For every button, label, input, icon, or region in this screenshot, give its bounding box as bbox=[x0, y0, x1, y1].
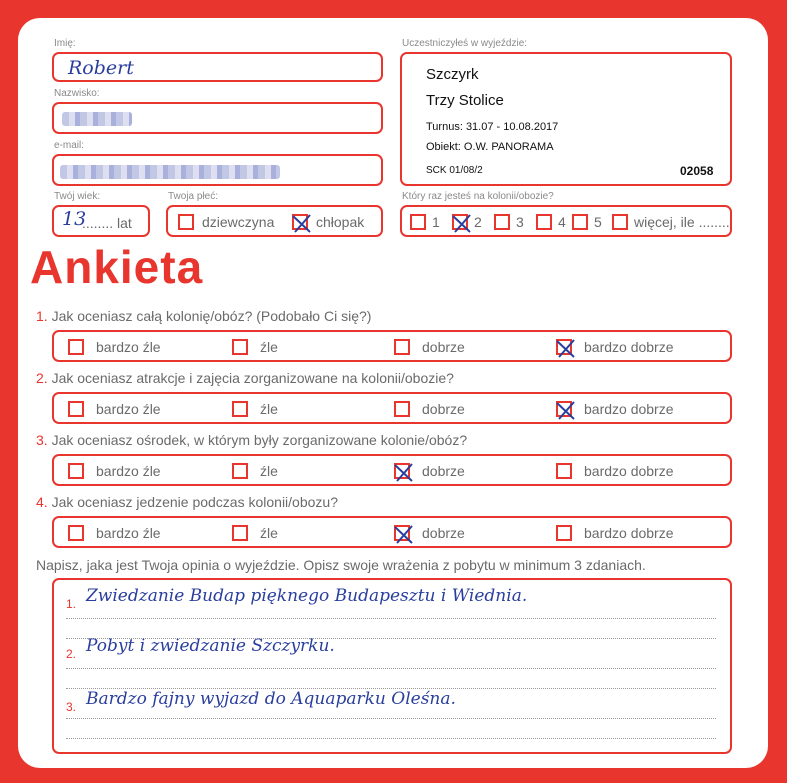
question-text bbox=[36, 494, 338, 510]
rating-option-label: bardzo dobrze bbox=[584, 339, 674, 355]
email-label: e-mail: bbox=[54, 140, 85, 151]
rating-option-label: dobrze bbox=[422, 463, 465, 479]
question-label: Jak oceniasz całą kolonię/obóz? (Podobało Ci się?) bbox=[47, 308, 372, 324]
trip-label: Uczestniczyłeś w wyjeździe: bbox=[402, 38, 528, 49]
times-checkbox-more[interactable] bbox=[612, 214, 628, 230]
trip-info-box bbox=[400, 52, 732, 186]
rating-option-label: bardzo dobrze bbox=[584, 401, 674, 417]
times-checkbox-2[interactable] bbox=[452, 214, 468, 230]
gender-checkbox-female[interactable] bbox=[178, 214, 194, 230]
times-option-1: 1 bbox=[432, 214, 440, 230]
last-name-label: Nazwisko: bbox=[54, 88, 100, 99]
age-field[interactable] bbox=[52, 205, 150, 237]
ruled-line bbox=[66, 618, 716, 619]
gender-label: Twoja płeć: bbox=[168, 191, 219, 202]
question-text bbox=[36, 370, 454, 386]
opinion-prompt: Napisz, jaka jest Twoja opinia o wyjeździe. Opisz swoje wrażenia z pobytu w minimum 3 zdaniach. bbox=[36, 557, 646, 573]
rating-row bbox=[52, 330, 732, 362]
rating-checkbox[interactable] bbox=[556, 525, 572, 541]
times-option-3: 3 bbox=[516, 214, 524, 230]
times-checkbox-3[interactable] bbox=[494, 214, 510, 230]
times-option-2: 2 bbox=[474, 214, 482, 230]
rating-checkbox[interactable] bbox=[232, 339, 248, 355]
rating-checkbox[interactable] bbox=[68, 401, 84, 417]
question-number: 4. bbox=[36, 494, 48, 510]
times-checkbox-1[interactable] bbox=[410, 214, 426, 230]
trip-number: 02058 bbox=[680, 164, 714, 178]
rating-option-label: bardzo źle bbox=[96, 463, 161, 479]
rating-checkbox[interactable] bbox=[556, 401, 572, 417]
trip-code: SCK 01/08/2 bbox=[426, 165, 483, 176]
question-text bbox=[36, 432, 467, 448]
redacted-last-name bbox=[62, 112, 132, 126]
opinion-line-number: 1. bbox=[66, 597, 77, 611]
rating-option-label: źle bbox=[260, 401, 278, 417]
rating-checkbox[interactable] bbox=[556, 463, 572, 479]
age-unit: ........ lat bbox=[82, 215, 132, 231]
rating-row bbox=[52, 454, 732, 486]
rating-checkbox[interactable] bbox=[68, 339, 84, 355]
rating-checkbox[interactable] bbox=[394, 339, 410, 355]
rating-checkbox[interactable] bbox=[394, 525, 410, 541]
trip-turnus: Turnus: 31.07 - 10.08.2017 bbox=[426, 121, 559, 133]
rating-checkbox[interactable] bbox=[394, 463, 410, 479]
rating-option-label: bardzo dobrze bbox=[584, 525, 674, 541]
rating-option-label: bardzo dobrze bbox=[584, 463, 674, 479]
gender-checkbox-male[interactable] bbox=[292, 214, 308, 230]
checkmark-x-icon bbox=[555, 338, 577, 360]
question-number: 3. bbox=[36, 432, 48, 448]
times-option-4: 4 bbox=[558, 214, 566, 230]
rating-checkbox[interactable] bbox=[68, 525, 84, 541]
question-label: Jak oceniasz atrakcje i zajęcia zorganizowane na kolonii/obozie? bbox=[47, 370, 454, 386]
gender-option-female: dziewczyna bbox=[202, 214, 275, 230]
opinion-line-text: Pobyt i zwiedzanie Szczyrku. bbox=[86, 636, 335, 656]
trip-place: Szczyrk bbox=[426, 66, 479, 83]
ruled-line bbox=[66, 738, 716, 739]
survey-title: Ankieta bbox=[30, 241, 204, 293]
age-value: 13 bbox=[62, 208, 87, 230]
times-field bbox=[400, 205, 732, 237]
first-name-value: Robert bbox=[68, 57, 134, 79]
rating-option-label: bardzo źle bbox=[96, 525, 161, 541]
rating-option-label: dobrze bbox=[422, 525, 465, 541]
opinion-line-number: 3. bbox=[66, 700, 77, 714]
opinion-line-text: Bardzo fajny wyjazd do Aquaparku Oleśna. bbox=[86, 689, 456, 709]
rating-option-label: źle bbox=[260, 463, 278, 479]
opinion-line-number: 2. bbox=[66, 647, 77, 661]
ruled-line bbox=[66, 668, 716, 669]
question-label: Jak oceniasz ośrodek, w którym były zorganizowane kolonie/obóz? bbox=[47, 432, 468, 448]
question-number: 2. bbox=[36, 370, 48, 386]
email-field[interactable] bbox=[52, 154, 383, 186]
rating-option-label: źle bbox=[260, 339, 278, 355]
redacted-email bbox=[60, 165, 280, 179]
rating-checkbox[interactable] bbox=[394, 401, 410, 417]
opinion-line-text: Zwiedzanie Budap pięknego Budapesztu i Wiednia. bbox=[86, 586, 528, 606]
rating-checkbox[interactable] bbox=[556, 339, 572, 355]
gender-option-male: chłopak bbox=[316, 214, 365, 230]
checkmark-x-icon bbox=[555, 400, 577, 422]
times-label: Który raz jesteś na kolonii/obozie? bbox=[402, 191, 554, 202]
times-checkbox-5[interactable] bbox=[572, 214, 588, 230]
first-name-field[interactable] bbox=[52, 52, 383, 82]
rating-checkbox[interactable] bbox=[232, 401, 248, 417]
age-label: Twój wiek: bbox=[54, 191, 101, 202]
rating-checkbox[interactable] bbox=[68, 463, 84, 479]
rating-option-label: źle bbox=[260, 525, 278, 541]
rating-row bbox=[52, 516, 732, 548]
rating-option-label: bardzo źle bbox=[96, 339, 161, 355]
trip-name: Trzy Stolice bbox=[426, 92, 504, 109]
rating-checkbox[interactable] bbox=[232, 525, 248, 541]
rating-option-label: bardzo źle bbox=[96, 401, 161, 417]
rating-option-label: dobrze bbox=[422, 339, 465, 355]
gender-field bbox=[166, 205, 383, 237]
checkmark-x-icon bbox=[291, 213, 313, 235]
checkmark-x-icon bbox=[393, 462, 415, 484]
times-checkbox-4[interactable] bbox=[536, 214, 552, 230]
trip-object: Obiekt: O.W. PANORAMA bbox=[426, 141, 554, 153]
rating-row bbox=[52, 392, 732, 424]
rating-option-label: dobrze bbox=[422, 401, 465, 417]
question-label: Jak oceniasz jedzenie podczas kolonii/obozu? bbox=[47, 494, 338, 510]
last-name-field[interactable] bbox=[52, 102, 383, 134]
question-text bbox=[36, 308, 371, 324]
checkmark-x-icon bbox=[451, 213, 473, 235]
first-name-label: Imię: bbox=[54, 38, 76, 49]
question-number: 1. bbox=[36, 308, 48, 324]
rating-checkbox[interactable] bbox=[232, 463, 248, 479]
times-option-5: 5 bbox=[594, 214, 602, 230]
times-option-more: więcej, ile ........ bbox=[634, 214, 730, 230]
ruled-line bbox=[66, 718, 716, 719]
checkmark-x-icon bbox=[393, 524, 415, 546]
